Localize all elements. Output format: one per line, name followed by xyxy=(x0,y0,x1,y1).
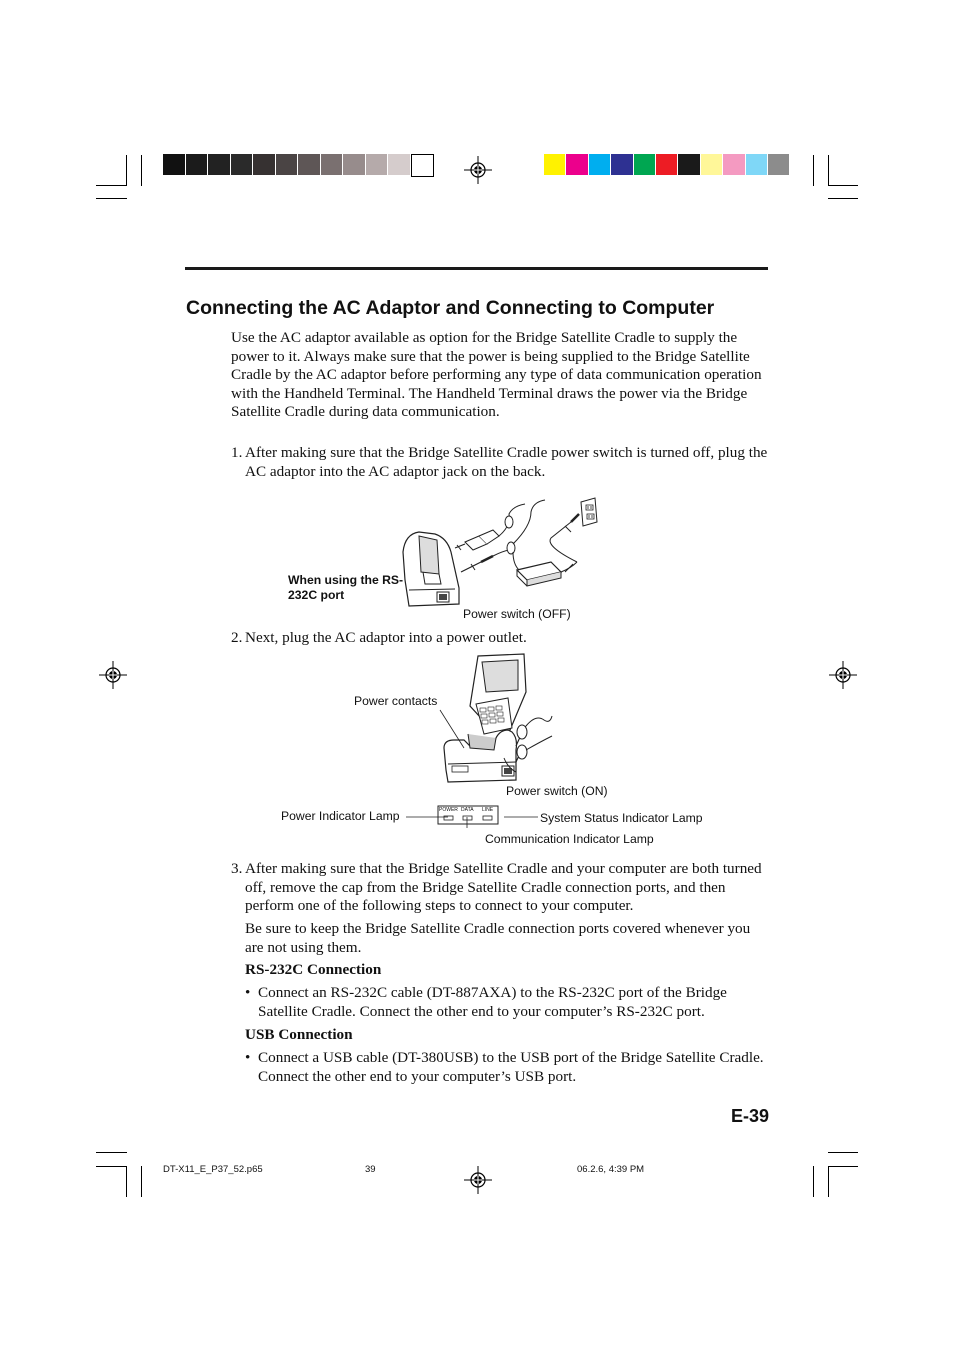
step-number: 1. xyxy=(231,444,243,461)
crop-mark xyxy=(828,1166,858,1167)
figure1-port-label: When using the RS-232C port xyxy=(288,573,404,602)
color-swatch xyxy=(186,154,208,175)
footer-date: 06.2.6, 4:39 PM xyxy=(577,1164,645,1175)
color-swatch xyxy=(723,154,744,175)
crop-mark xyxy=(141,155,142,186)
footer-page: 39 xyxy=(365,1164,376,1175)
footer-filename: DT-X11_E_P37_52.p65 xyxy=(163,1164,263,1175)
page-number: E-39 xyxy=(731,1106,770,1126)
crop-mark xyxy=(96,185,127,186)
color-swatch xyxy=(366,154,388,175)
color-swatch xyxy=(231,154,253,175)
bullet-marker: • xyxy=(245,984,251,1001)
color-swatch xyxy=(589,154,610,175)
color-swatch xyxy=(253,154,275,175)
color-swatch xyxy=(656,154,677,175)
crop-mark xyxy=(141,1166,142,1197)
color-swatch xyxy=(321,154,343,175)
step-text: Next, plug the AC adaptor into a power outlet. xyxy=(245,629,527,646)
crop-mark xyxy=(828,155,829,186)
lamp-label-power: POWER xyxy=(439,807,458,813)
step-text: After making sure that the Bridge Satellite Cradle power switch is turned off, plug the AC adaptor into the AC adaptor jack on the back. xyxy=(245,444,768,480)
bullet-marker: • xyxy=(245,1049,251,1066)
cradle-ac-adaptor-illustration xyxy=(395,492,610,612)
crop-mark xyxy=(126,155,127,186)
step3-note: Be sure to keep the Bridge Satellite Cradle connection ports covered whenever you are not using them. xyxy=(245,920,751,956)
crop-mark xyxy=(813,155,814,186)
color-swatch xyxy=(208,154,230,175)
usb-heading: USB Connection xyxy=(245,1026,353,1043)
lamp-label-data: DATA xyxy=(461,807,474,813)
registration-target-icon xyxy=(99,661,127,689)
crop-mark xyxy=(813,1166,814,1197)
color-swatch xyxy=(678,154,699,175)
power-switch-on-label: Power switch (ON) xyxy=(506,784,608,798)
crop-mark xyxy=(96,198,127,199)
crop-mark xyxy=(828,1152,858,1153)
color-swatch xyxy=(411,154,435,177)
usb-text: Connect a USB cable (DT-380USB) to the USB port of the Bridge Satellite Cradle. Connect the other end to your computer’s USB port. xyxy=(258,1049,764,1085)
power-indicator-lamp-label: Power Indicator Lamp xyxy=(281,809,400,823)
communication-lamp-label: Communication Indicator Lamp xyxy=(485,832,654,846)
crop-mark xyxy=(96,1152,127,1153)
rs232c-text: Connect an RS-232C cable (DT-887AXA) to the RS-232C port of the Bridge Satellite Cradle. Connect the other end to your computer’s RS-232C port. xyxy=(258,984,727,1020)
registration-target-icon xyxy=(464,156,492,184)
step-number: 2. xyxy=(231,629,243,646)
step-1 xyxy=(231,444,771,481)
figure1-switch-label: Power switch (OFF) xyxy=(463,607,571,621)
rs232c-bullet-item xyxy=(245,984,770,1021)
step-text: After making sure that the Bridge Satellite Cradle and your computer are both turned off, remove the cap from the Bridge Satellite Cradle connection ports, and then perform one of the following steps to connect to your computer. xyxy=(245,860,762,915)
color-swatch xyxy=(276,154,298,175)
registration-target-icon xyxy=(464,1166,492,1194)
section-title: Connecting the AC Adaptor and Connecting to Computer xyxy=(186,297,715,319)
color-swatch xyxy=(343,154,365,175)
color-swatch xyxy=(566,154,587,175)
crop-mark xyxy=(96,1166,127,1167)
section-rule xyxy=(185,267,768,270)
crop-mark xyxy=(126,1166,127,1197)
color-swatch xyxy=(298,154,320,175)
color-swatch xyxy=(611,154,632,175)
registration-target-icon xyxy=(829,661,857,689)
intro-paragraph: Use the AC adaptor available as option for the Bridge Satellite Cradle to supply the power to it. Always make sure that the power is being supplied to the Bridge Satellite Cradle by the AC adaptor before performing any type of data communication operation with the Handheld Terminal. The Handheld Terminal draws the power via the Bridge Satellite Cradle during data communication. xyxy=(231,329,762,421)
power-contacts-label: Power contacts xyxy=(354,694,438,708)
lamp-label-line: LINE xyxy=(482,807,494,813)
step-2 xyxy=(231,629,771,648)
step-number: 3. xyxy=(231,860,243,877)
color-swatch xyxy=(768,154,789,175)
color-swatch xyxy=(701,154,722,175)
system-status-lamp-label: System Status Indicator Lamp xyxy=(540,811,703,825)
figure2-leader-lines xyxy=(400,700,540,830)
step-3 xyxy=(231,860,771,916)
color-swatch xyxy=(388,154,410,175)
color-swatch xyxy=(746,154,767,175)
color-swatch xyxy=(544,154,565,175)
rs232c-heading: RS-232C Connection xyxy=(245,961,382,978)
usb-bullet-item xyxy=(245,1049,770,1086)
crop-mark xyxy=(828,185,858,186)
crop-mark xyxy=(828,1166,829,1197)
color-swatch xyxy=(634,154,655,175)
crop-mark xyxy=(828,198,858,199)
color-swatch xyxy=(163,154,185,175)
